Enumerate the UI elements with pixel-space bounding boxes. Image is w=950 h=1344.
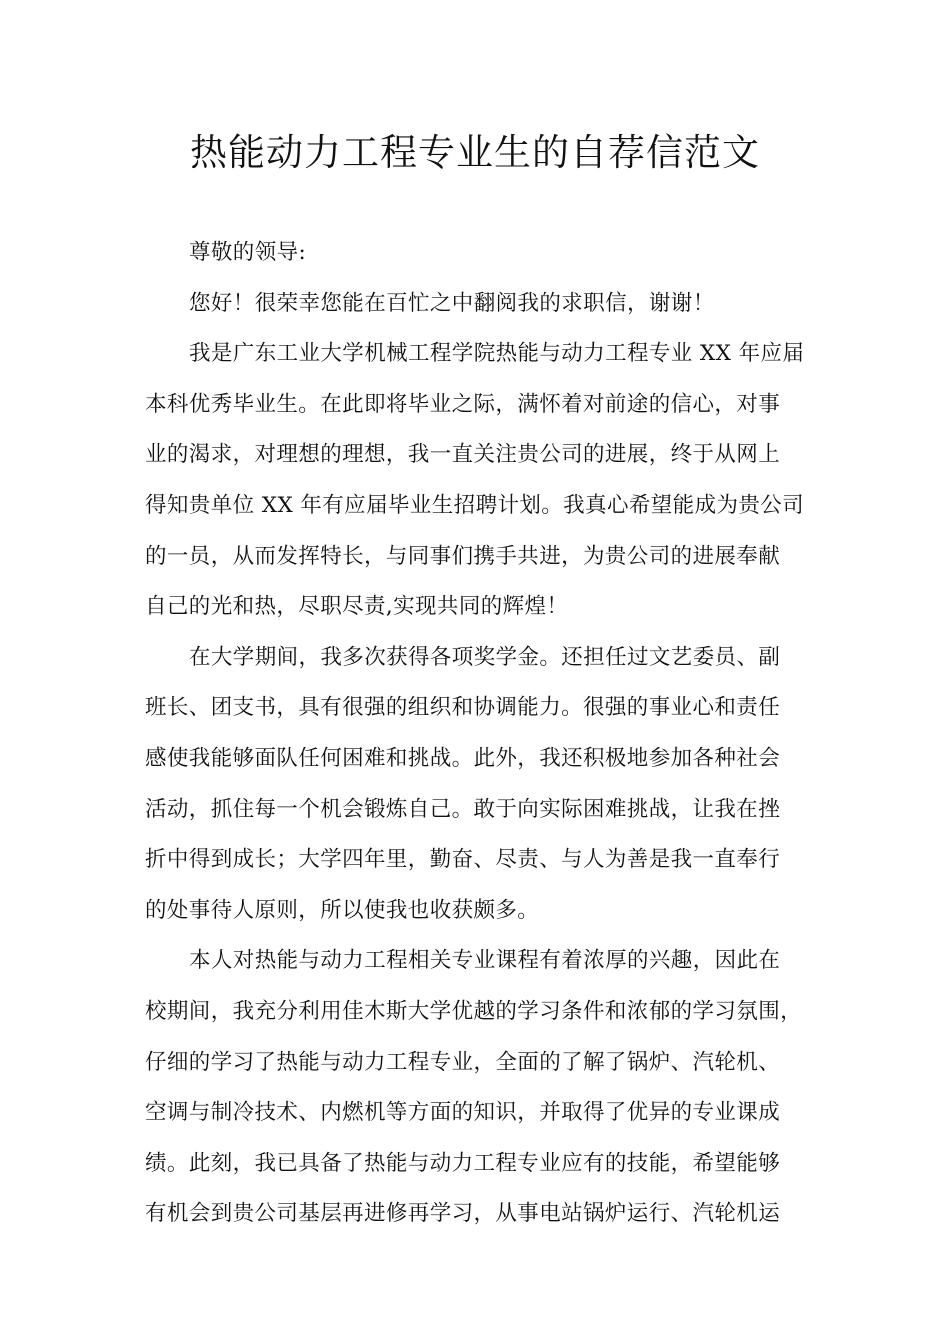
body-line: 折中得到成长；大学四年里，勤奋、尽责、与人为善是我一直奉行 [145,847,781,873]
body-line: 本人对热能与动力工程相关专业课程有着浓厚的兴趣，因此在 [189,948,781,974]
body-line: 在大学期间，我多次获得各项奖学金。还担任过文艺委员、副 [189,644,781,670]
body-line: 绩。此刻，我已具备了热能与动力工程专业应有的技能，希望能够 [145,1150,781,1176]
body-line: 有机会到贵公司基层再进修再学习，从事电站锅炉运行、汽轮机运 [145,1201,781,1227]
body-line: 得知贵单位 XX 年有应届毕业生招聘计划。我真心希望能成为贵公司 [145,492,805,518]
body-line: 您好！很荣幸您能在百忙之中翻阅我的求职信，谢谢！ [189,290,715,316]
body-line: 尊敬的领导: [189,240,307,265]
body-line: 的处事待人原则，所以使我也收获颇多。 [145,897,540,923]
body-line: 感使我能够面队任何困难和挑战。此外，我还积极地参加各种社会 [145,745,781,771]
body-line: 空调与制冷技术、内燃机等方面的知识，并取得了优异的专业课成 [145,1100,781,1126]
body-line: 业的渴求，对理想的理想，我一直关注贵公司的进展，终于从网上 [145,442,781,468]
body-line: 仔细的学习了热能与动力工程专业，全面的了解了锅炉、汽轮机、 [145,1049,781,1075]
body-line: 的一员，从而发挥特长，与同事们携手共进，为贵公司的进展奉献 [145,543,781,569]
body-line: 本科优秀毕业生。在此即将毕业之际，满怀着对前途的信心，对事 [145,391,781,417]
body-line: 班长、团支书，具有很强的组织和协调能力。很强的事业心和责任 [145,695,781,721]
body-line: 自己的光和热，尽职尽责,实现共同的辉煌！ [145,594,569,620]
body-line: 校期间，我充分利用佳木斯大学优越的学习条件和浓郁的学习氛围， [145,998,803,1024]
body-line: 我是广东工业大学机械工程学院热能与动力工程专业 XX 年应届 [189,341,805,367]
letter-body [145,228,810,1240]
page-title: 热能动力工程专业生的自荐信范文 [190,131,760,174]
body-line: 活动，抓住每一个机会锻炼自己。敢于向实际困难挑战，让我在挫 [145,796,781,822]
